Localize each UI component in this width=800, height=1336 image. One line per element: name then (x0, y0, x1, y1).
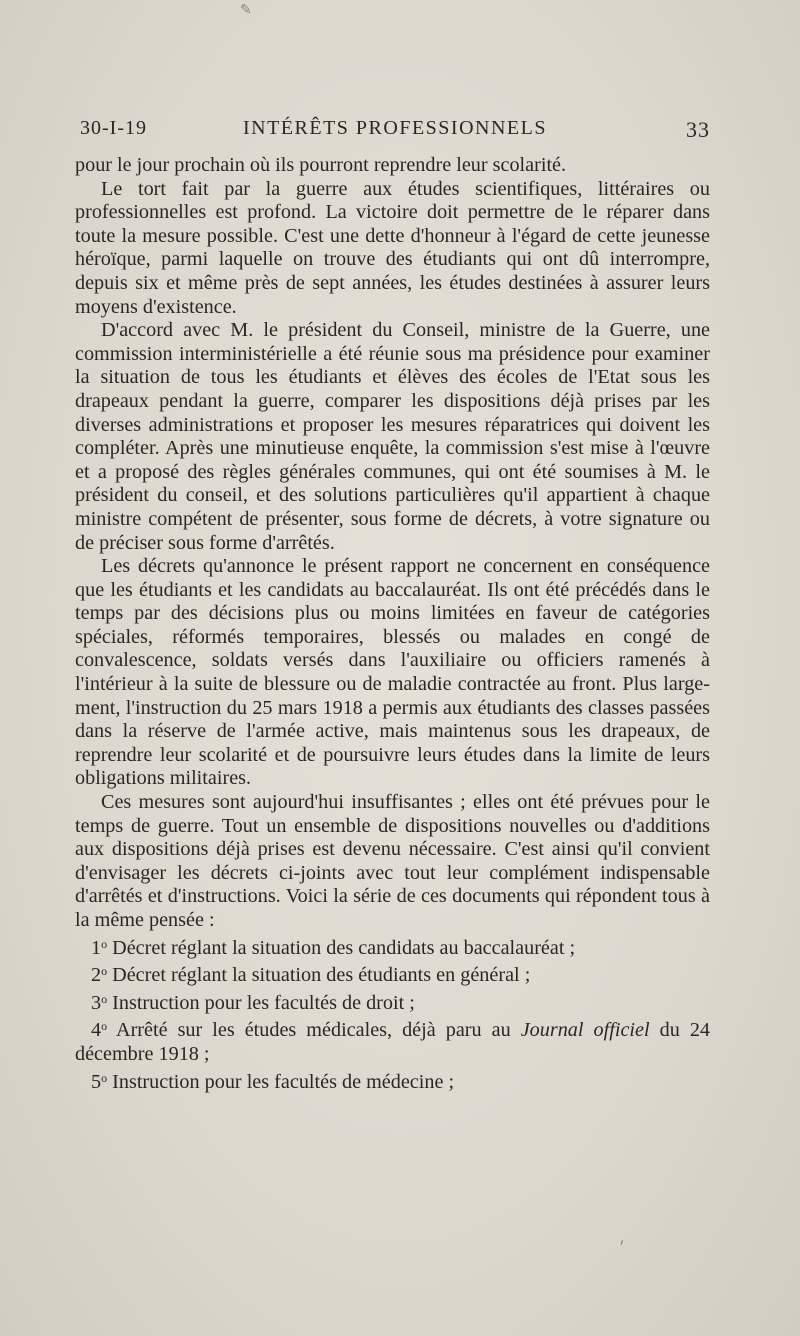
item-text: Décret réglant la situation des étudiants en général ; (107, 964, 531, 987)
item-degree: o (101, 1019, 108, 1034)
header-title: INTÉRÊTS PROFESSIONNELS (243, 117, 547, 139)
item-degree: o (101, 991, 108, 1006)
item-text: Instruction pour les facultés de médecine ; (107, 1070, 455, 1093)
paragraph: Ces mesures sont aujourd'hui insuffisantes ; elles ont été prévues pour le temps de guerre. Tout un ensemble de dispositions nouvelles ou d'additions aux dispositions déjà prises est devenu nécessaire. C'est ainsi qu'il convient d'envisager les décrets ci-joints avec tout leur complément indispensable d'arrêtés et d'instructions. Voici la série de ces documents qui répondent tous à la même pensée : (75, 791, 710, 931)
item-degree: o (101, 936, 108, 951)
list-item (75, 1015, 710, 1066)
body-text (75, 154, 710, 1094)
running-header (80, 117, 710, 145)
item-number: 3 (91, 991, 102, 1014)
item-number: 2 (91, 964, 102, 987)
ink-speck: ✎ (240, 3, 252, 18)
ink-speck: ⸴ (620, 1232, 625, 1249)
list-item (75, 988, 710, 1016)
list-item (75, 960, 710, 988)
paragraph: pour le jour prochain où ils pourront reprendre leur scolarité. (75, 154, 567, 176)
item-degree: o (101, 1070, 108, 1085)
list-item (75, 1067, 710, 1095)
item-number: 4 (91, 1019, 102, 1042)
item-italic: Journal officiel (520, 1019, 650, 1042)
item-number: 5 (91, 1070, 102, 1093)
item-number: 1 (91, 936, 102, 959)
page-number: 33 (686, 117, 710, 142)
list-item (75, 933, 710, 961)
paragraph: Le tort fait par la guerre aux études scientifiques, littéraires ou professionnelles est profond. La victoire doit permettre de le réparer dans toute la mesure possible. C'est une dette d'honneur à l'égard de cette jeunesse héroïque, parmi laquelle on trouve des étudiants qui ont dû interrompre, depuis six et même près de sept années, les études destinées à assurer leurs moyens d'existence. (75, 177, 710, 318)
item-degree: o (101, 964, 108, 979)
item-text: Arrêté sur les études médicales, déjà paru au (107, 1019, 521, 1042)
item-text: Instruction pour les facultés de droit ; (107, 991, 415, 1014)
header-date: 30-I-19 (80, 117, 147, 139)
item-text: Décret réglant la situation des candidats au baccalauréat ; (107, 936, 576, 959)
paragraph: D'accord avec M. le président du Conseil, ministre de la Guerre, une commission interministérielle a été réunie sous ma présidence pour examiner la situation de tous les étudiants et élèves des écoles de l'Etat sous les drapeaux pendant la guerre, comparer les dispositions déjà prises par les diverses administrations et proposer les mesures réparatrices qui doivent les compléter. Après une minutieuse enquête, la commission s'est mise à l'œuvre et a proposé des règles générales communes, qui ont été soumises à M. le président du conseil, et des solutions particulières qu'il appartient à chaque ministre compétent de présenter, sous forme de décrets, à votre signature ou de préciser sous forme d'arrêtés. (75, 319, 710, 554)
item-tail: du 24 décembre 1918 ; (75, 1019, 711, 1065)
paragraph: Les décrets qu'annonce le présent rapport ne concernent en conséquence que les étudiants et les candidats au baccalauréat. Ils ont été précédés dans le temps par des décisions plus ou moins limitées en faveur de catégories spéciales, réformés temporaires, blessés ou malades en congé de convalescence, soldats versés dans l'auxiliaire ou officiers ramenés à l'intérieur à la suite de blessure ou de maladie contractée au front. Plus largement, l'instruction du 25 mars 1918 a permis aux étudiants des classes passées dans la réserve de l'armée active, mais maintenus sous les drapeaux, de reprendre leur scolarité et de poursuivre leurs études dans la limite de leurs obligations militaires. (75, 555, 710, 790)
